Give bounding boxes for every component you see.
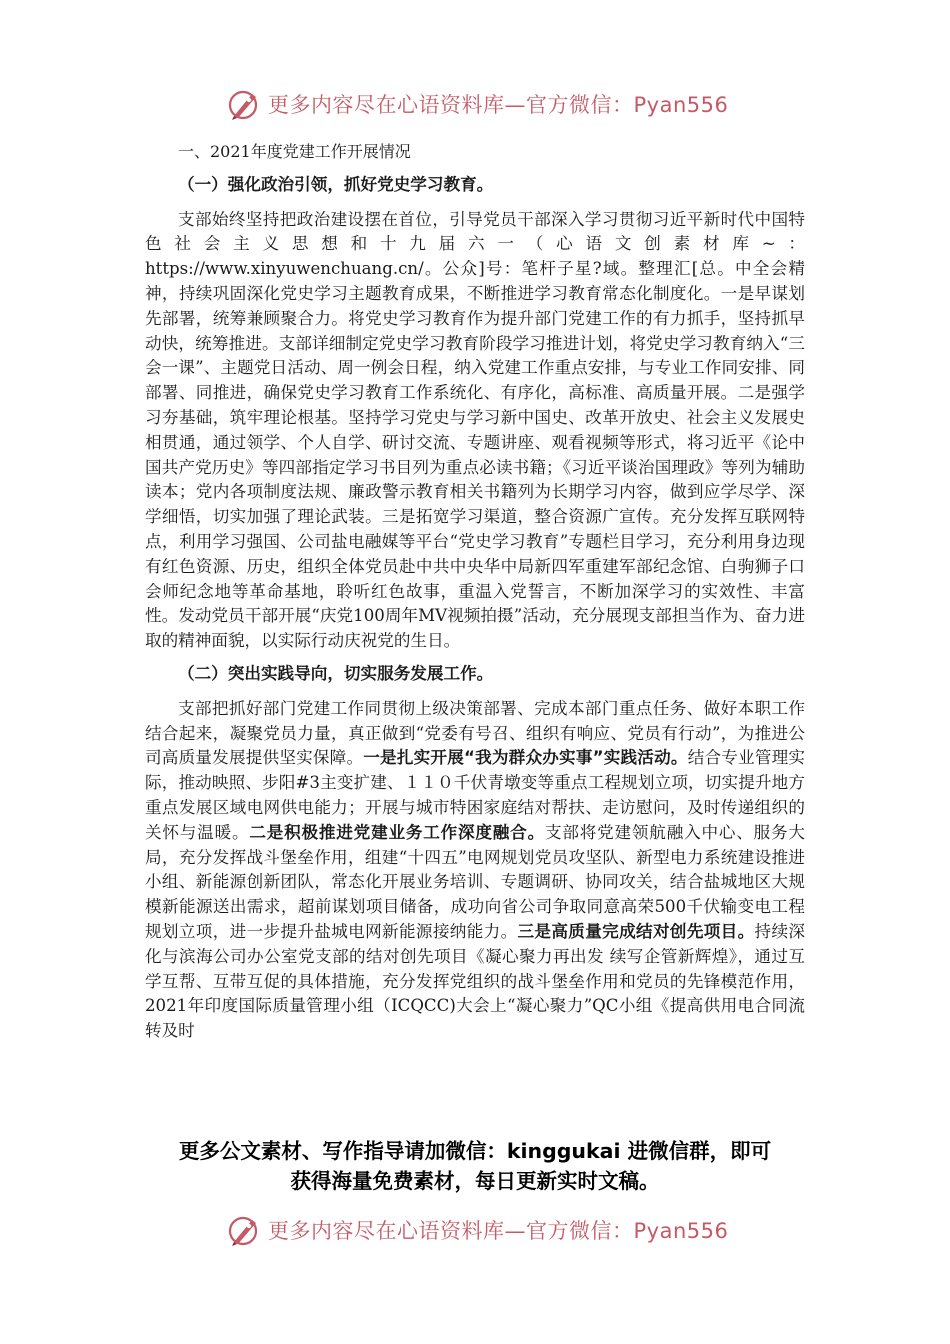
document-body [145, 140, 805, 1044]
promo-line-1: 更多公文素材、写作指导请加微信：kinggukai 进微信群，即可 [178, 1139, 772, 1163]
subsection-heading-2: （二）突出实践导向，切实服务发展工作。 [178, 663, 494, 683]
paragraph-2-text-b: 结合专业管理实际，推动映照、步阳#3主变扩建、１１０千伏青墩变等重点工程规划立项，切实提升地方重点发展区域电网供电能力；开展与城市特困家庭结对帮扶、走访慰问，及时传递组织的关怀与温暖。 [145, 748, 806, 842]
paragraph-2 [145, 697, 805, 1044]
bold-point-1: 一是扎实开展“我为群众办实事”实践活动。 [363, 748, 688, 768]
footer-banner [226, 1210, 746, 1250]
promo-line-2: 获得海量免费素材，每日更新实时文稿。 [290, 1169, 660, 1193]
banner-text: 更多内容尽在心语资料库—官方微信：Pyan556 [268, 93, 729, 117]
bold-point-3: 三是高质量完成结对创先项目。 [517, 921, 755, 941]
paragraph-2-text-c: 支部将党建领航融入中心、服务大局，充分发挥战斗堡垒作用，组建“十四五”电网规划党员攻坚队、新型电力系统建设推进小组、新能源创新团队，常态化开展业务培训、专题调研、协同攻关，结合盐城地区大规模新能源送出需求，超前谋划项目储备，成功向省公司争取同意高荣500千伏输变电工程规划立项，进一步提升盐城电网新能源接纳能力。 [145, 822, 806, 941]
section-heading: 一、2021年度党建工作开展情况 [178, 142, 411, 161]
paragraph-2-text-a: 支部把抓好部门党建工作同贯彻上级决策部署、完成本部门重点任务、做好本职工作结合起来，凝聚党员力量，真正做到“党委有号召、组织有响应、党员有行动”，为推进公司高质量发展提供坚实保障。 [145, 698, 805, 768]
paragraph-2-text-d: 持续深化与滨海公司办公室党支部的结对创先项目《凝心聚力再出发 续写企管新辉煌》，通过互学互帮、互带互促的具体措施，充分发挥党组织的战斗堡垒作用和党员的先锋模范作用，2021年印度国际质量管理小组（ICQCC)大会上“凝心聚力”QC小组《提高供用电合同流转及时 [145, 921, 806, 1041]
promo-notice [140, 1136, 810, 1196]
subsection-heading-1: （一）强化政治引领，抓好党史学习教育。 [178, 174, 494, 194]
header-banner [226, 84, 746, 124]
bold-point-2: 二是积极推进党建业务工作深度融合。 [249, 822, 545, 842]
pen-logo-icon [226, 86, 262, 122]
banner-text: 更多内容尽在心语资料库—官方微信：Pyan556 [268, 1219, 729, 1243]
pen-logo-icon [226, 1212, 262, 1248]
paragraph-1: 支部始终坚持把政治建设摆在首位，引导党员干部深入学习贯彻习近平新时代中国特色社会主义思想和十九届六一（心语文创素材库~：https://www.xinyuwenchuang.cn/。公众]号：笔杆子星?域。整理汇[总。中全会精神，持续巩固深化党史学习主题教育成果，不断推进学习教育常态化制度化。一是早谋划先部署，统筹兼顾聚合力。将党史学习教育作为提升部门党建工作的有力抓手，坚持抓早动快，统筹推进。支部详细制定党史学习教育阶段学习推进计划，将党史学习教育纳入“三会一课”、主题党日活动、周一例会日程，纳入党建工作重点安排，与专业工作同安排、同部署、同推进，确保党史学习教育工作系统化、有序化，高标准、高质量开展。二是强学习夯基础，筑牢理论根基。坚持学习党史与学习新中国史、改革开放史、社会主义发展史相贯通，通过领学、个人自学、研讨交流、专题讲座、观看视频等形式，将习近平《论中国共产党历史》等四部指定学习书目列为重点必读书籍；《习近平谈治国理政》等列为辅助读本；党内各项制度法规、廉政警示教育相关书籍列为长期学习内容，做到应学尽学、深学细悟，切实加强了理论武装。三是拓宽学习渠道，整合资源广宣传。充分发挥互联网特点，利用学习强国、公司盐电融媒等平台“党史学习教育”专题栏目学习，充分利用身边现有红色资源、历史，组织全体党员赴中共中央华中局新四军重建军部纪念馆、白驹狮子口会师纪念地等革命基地，聆听红色故事，重温入党誓言，不断加深学习的实效性、丰富性。发动党员干部开展“庆党100周年MV视频拍摄”活动，充分展现支部担当作为、奋力进取的精神面貌，以实际行动庆祝党的生日。 [145, 209, 805, 651]
